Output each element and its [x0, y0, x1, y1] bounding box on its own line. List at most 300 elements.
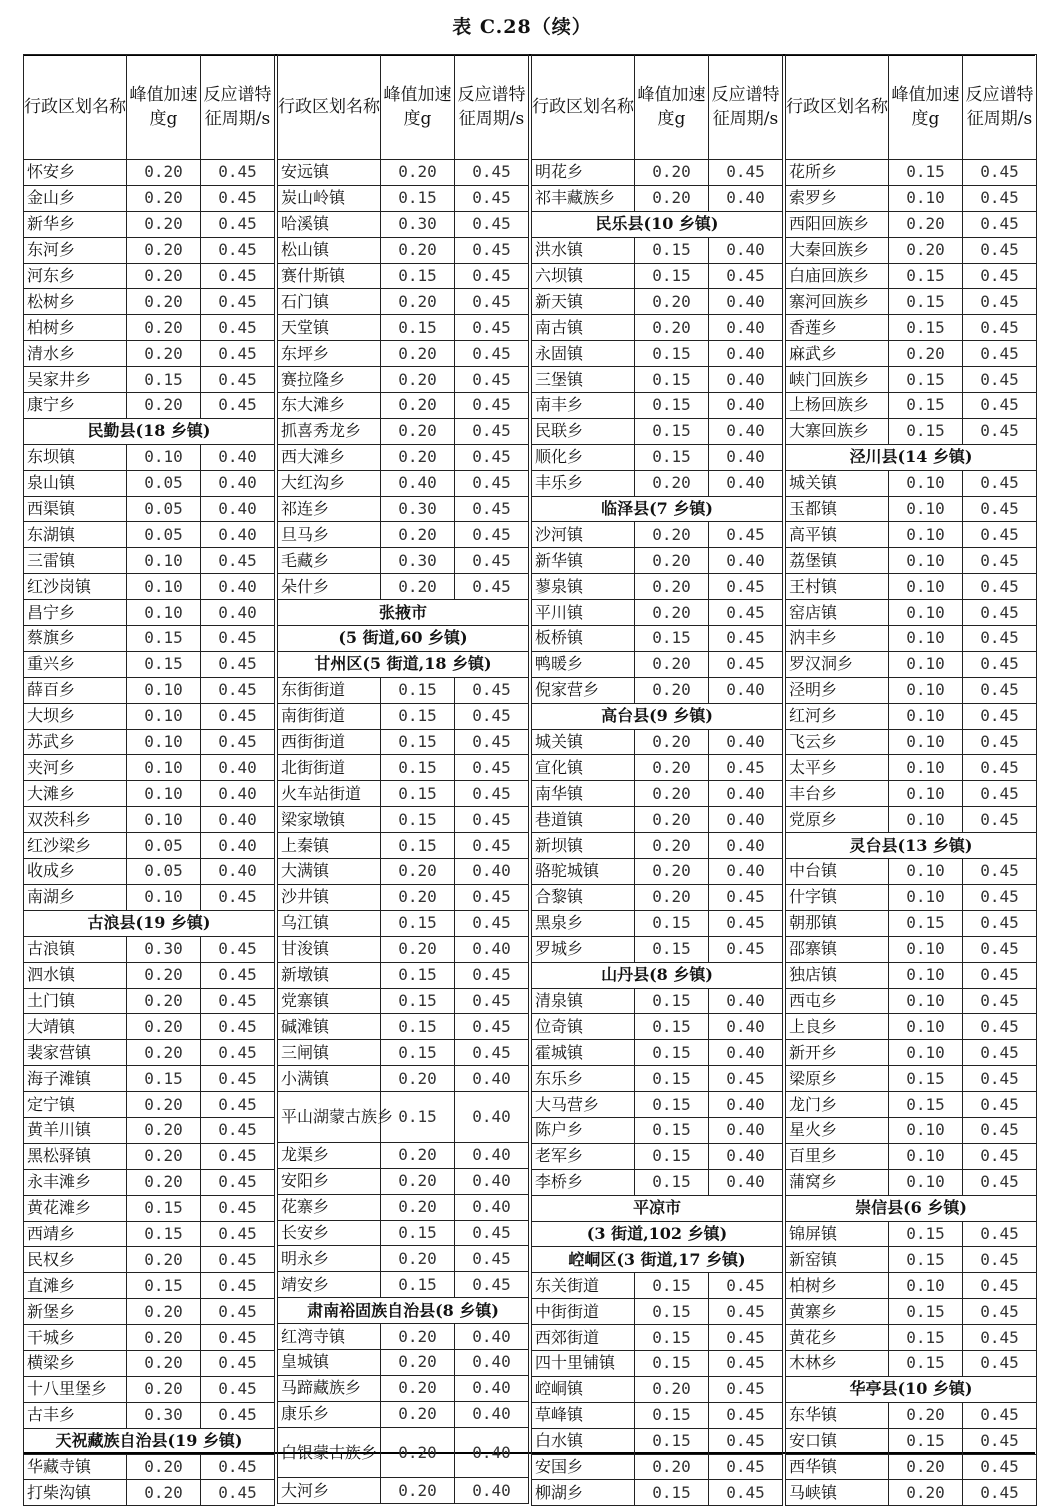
cell-name: 赛什斯镇 — [278, 263, 381, 289]
cell-period: 0.40 — [709, 341, 783, 367]
cell-pga: 0.10 — [127, 574, 201, 600]
table-row — [786, 962, 1037, 988]
cell-period: 0.45 — [455, 1220, 529, 1246]
cell-name: 顺化乡 — [532, 444, 635, 470]
cell-pga: 0.10 — [127, 703, 201, 729]
header-period: 反应谱特征周期/s — [201, 55, 275, 160]
table-row — [278, 1272, 529, 1298]
cell-name: 松树乡 — [24, 289, 127, 315]
cell-period: 0.45 — [455, 884, 529, 910]
cell-period: 0.45 — [201, 341, 275, 367]
cell-name: 新华镇 — [532, 548, 635, 574]
table-row — [24, 1066, 275, 1092]
cell-period: 0.45 — [963, 936, 1037, 962]
table-row — [532, 393, 783, 419]
header-pga: 峰值加速度g — [635, 55, 709, 160]
cell-period: 0.45 — [963, 1117, 1037, 1143]
cell-pga: 0.10 — [889, 677, 963, 703]
cell-period: 0.40 — [201, 755, 275, 781]
table-row — [278, 988, 529, 1014]
cell-period: 0.45 — [201, 1066, 275, 1092]
cell-name: 石门镇 — [278, 289, 381, 315]
cell-pga: 0.10 — [889, 574, 963, 600]
cell-pga: 0.10 — [127, 755, 201, 781]
cell-period: 0.40 — [201, 781, 275, 807]
cell-pga: 0.10 — [889, 626, 963, 652]
cell-pga: 0.20 — [381, 1142, 455, 1168]
cell-period: 0.40 — [709, 237, 783, 263]
cell-name: 重兴乡 — [24, 651, 127, 677]
table-row — [278, 962, 529, 988]
cell-pga: 0.20 — [635, 729, 709, 755]
table-row — [532, 1325, 783, 1351]
cell-period: 0.40 — [201, 600, 275, 626]
cell-pga: 0.10 — [889, 1169, 963, 1195]
header-period: 反应谱特征周期/s — [963, 55, 1037, 160]
cell-period: 0.45 — [963, 470, 1037, 496]
table-row — [278, 1349, 529, 1375]
cell-pga: 0.20 — [127, 988, 201, 1014]
cell-period: 0.45 — [201, 962, 275, 988]
cell-name: 李桥乡 — [532, 1169, 635, 1195]
table-row — [786, 1040, 1037, 1066]
table-row — [24, 626, 275, 652]
table-row — [278, 1324, 529, 1350]
cell-pga: 0.20 — [381, 1246, 455, 1272]
cell-name: 丰台乡 — [786, 781, 889, 807]
cell-pga: 0.10 — [889, 884, 963, 910]
table-row — [532, 677, 783, 703]
cell-name: 锦屏镇 — [786, 1221, 889, 1247]
cell-name: 黄花乡 — [786, 1325, 889, 1351]
table-row — [532, 315, 783, 341]
cell-pga: 0.15 — [889, 315, 963, 341]
cell-pga: 0.20 — [381, 418, 455, 444]
cell-period: 0.40 — [201, 833, 275, 859]
table-row — [532, 1299, 783, 1325]
table-row — [532, 1480, 783, 1506]
table-row — [24, 1480, 275, 1506]
table-row — [532, 367, 783, 393]
table-row — [532, 341, 783, 367]
table-row — [278, 703, 529, 729]
cell-pga: 0.15 — [381, 988, 455, 1014]
cell-name: 白水镇 — [532, 1428, 635, 1454]
section-row — [532, 1195, 783, 1221]
table-row — [24, 496, 275, 522]
cell-name: 大马营乡 — [532, 1092, 635, 1118]
cell-name: 康乐乡 — [278, 1401, 381, 1427]
table-row — [24, 289, 275, 315]
cell-pga: 0.15 — [635, 393, 709, 419]
table-row — [532, 1066, 783, 1092]
cell-pga: 0.15 — [889, 1299, 963, 1325]
cell-pga: 0.20 — [127, 1480, 201, 1506]
cell-period: 0.40 — [709, 781, 783, 807]
table-row — [278, 548, 529, 574]
cell-name: 东河乡 — [24, 237, 127, 263]
header-period: 反应谱特征周期/s — [709, 55, 783, 160]
section-heading: 平凉市 — [532, 1195, 783, 1221]
cell-pga: 0.20 — [127, 1143, 201, 1169]
cell-pga: 0.15 — [635, 367, 709, 393]
table-row — [532, 1117, 783, 1143]
cell-pga: 0.15 — [635, 341, 709, 367]
cell-period: 0.45 — [455, 755, 529, 781]
table-row — [786, 1350, 1037, 1376]
cell-pga: 0.15 — [635, 1014, 709, 1040]
cell-period: 0.45 — [963, 237, 1037, 263]
cell-pga: 0.20 — [635, 755, 709, 781]
cell-name: 城关镇 — [786, 470, 889, 496]
cell-name: 明花乡 — [532, 160, 635, 186]
cell-pga: 0.30 — [127, 1402, 201, 1428]
cell-period: 0.45 — [201, 289, 275, 315]
cell-name: 百里乡 — [786, 1143, 889, 1169]
cell-period: 0.45 — [455, 341, 529, 367]
cell-pga: 0.20 — [127, 393, 201, 419]
cell-name: 白庙回族乡 — [786, 263, 889, 289]
cell-name: 泉山镇 — [24, 470, 127, 496]
cell-name: 平川镇 — [532, 600, 635, 626]
cell-pga: 0.30 — [381, 496, 455, 522]
table-row — [532, 237, 783, 263]
cell-pga: 0.15 — [635, 263, 709, 289]
table-row — [786, 626, 1037, 652]
cell-name: 皇城镇 — [278, 1349, 381, 1375]
table-row — [24, 729, 275, 755]
cell-period: 0.45 — [709, 1350, 783, 1376]
cell-period: 0.45 — [201, 548, 275, 574]
table-row — [278, 1194, 529, 1220]
cell-period: 0.45 — [201, 677, 275, 703]
cell-pga: 0.05 — [127, 833, 201, 859]
cell-name: 上秦镇 — [278, 833, 381, 859]
cell-name: 大秦回族乡 — [786, 237, 889, 263]
cell-period: 0.40 — [709, 988, 783, 1014]
table-row — [278, 1092, 529, 1143]
cell-pga: 0.20 — [635, 807, 709, 833]
cell-name: 新天镇 — [532, 289, 635, 315]
table-row — [786, 367, 1037, 393]
cell-period: 0.45 — [963, 859, 1037, 885]
cell-period: 0.45 — [963, 341, 1037, 367]
cell-name: 新华乡 — [24, 211, 127, 237]
cell-period: 0.45 — [455, 910, 529, 936]
table-row — [278, 211, 529, 237]
cell-name: 柏树乡 — [786, 1273, 889, 1299]
cell-pga: 0.15 — [635, 237, 709, 263]
cell-pga: 0.15 — [635, 1169, 709, 1195]
cell-pga: 0.10 — [889, 988, 963, 1014]
cell-period: 0.45 — [963, 651, 1037, 677]
cell-pga: 0.15 — [381, 833, 455, 859]
cell-pga: 0.20 — [381, 393, 455, 419]
cell-name: 合黎镇 — [532, 884, 635, 910]
table-row — [532, 1454, 783, 1480]
cell-period: 0.40 — [709, 1117, 783, 1143]
cell-period: 0.45 — [455, 833, 529, 859]
table-row — [278, 807, 529, 833]
cell-pga: 0.10 — [127, 781, 201, 807]
cell-pga: 0.10 — [889, 1117, 963, 1143]
cell-name: 王村镇 — [786, 574, 889, 600]
table-row — [532, 807, 783, 833]
cell-name: 东湖镇 — [24, 522, 127, 548]
cell-period: 0.45 — [963, 289, 1037, 315]
table-title: 表 C.28（续） — [452, 16, 592, 38]
table-row — [278, 1142, 529, 1168]
cell-name: 安国乡 — [532, 1454, 635, 1480]
table-row — [24, 315, 275, 341]
table-row — [786, 807, 1037, 833]
table-row — [532, 988, 783, 1014]
cell-period: 0.45 — [963, 393, 1037, 419]
cell-pga: 0.15 — [127, 651, 201, 677]
cell-name: 沙河镇 — [532, 522, 635, 548]
table-row — [24, 1402, 275, 1428]
cell-pga: 0.10 — [889, 729, 963, 755]
cell-name: 邵寨镇 — [786, 936, 889, 962]
cell-name: 崆峒镇 — [532, 1376, 635, 1402]
cell-name: 赛拉隆乡 — [278, 367, 381, 393]
cell-pga: 0.20 — [127, 341, 201, 367]
cell-period: 0.45 — [455, 393, 529, 419]
cell-period: 0.40 — [709, 548, 783, 574]
cell-period: 0.45 — [963, 1092, 1037, 1118]
section-row — [532, 703, 783, 729]
cell-period: 0.45 — [963, 677, 1037, 703]
cell-pga: 0.10 — [889, 703, 963, 729]
cell-name: 西渠镇 — [24, 496, 127, 522]
cell-period: 0.45 — [963, 522, 1037, 548]
cell-period: 0.45 — [201, 1040, 275, 1066]
table-row — [278, 910, 529, 936]
cell-name: 十八里堡乡 — [24, 1376, 127, 1402]
cell-name: 安阳乡 — [278, 1168, 381, 1194]
table-row — [786, 936, 1037, 962]
cell-name: 中台镇 — [786, 859, 889, 885]
section-row — [532, 962, 783, 988]
cell-name: 东乐乡 — [532, 1066, 635, 1092]
table-column-1 — [23, 54, 275, 1506]
cell-name: 泗水镇 — [24, 962, 127, 988]
cell-pga: 0.20 — [381, 522, 455, 548]
cell-pga: 0.15 — [381, 807, 455, 833]
cell-pga: 0.20 — [635, 548, 709, 574]
table-row — [24, 807, 275, 833]
table-row — [24, 1092, 275, 1118]
cell-name: 梁原乡 — [786, 1066, 889, 1092]
table-row — [278, 341, 529, 367]
section-heading: (5 街道,60 乡镇) — [278, 626, 529, 652]
cell-pga: 0.20 — [127, 185, 201, 211]
cell-name: 火车站街道 — [278, 781, 381, 807]
cell-name: 窑店镇 — [786, 600, 889, 626]
cell-name: 蓼泉镇 — [532, 574, 635, 600]
cell-name: 荔堡镇 — [786, 548, 889, 574]
cell-name: 土门镇 — [24, 988, 127, 1014]
cell-name: 靖安乡 — [278, 1272, 381, 1298]
cell-name: 罗汉洞乡 — [786, 651, 889, 677]
cell-period: 0.40 — [709, 367, 783, 393]
table-row — [532, 548, 783, 574]
table-row — [532, 936, 783, 962]
cell-pga: 0.15 — [635, 418, 709, 444]
cell-name: 洪水镇 — [532, 237, 635, 263]
cell-period: 0.45 — [455, 1040, 529, 1066]
cell-period: 0.45 — [963, 910, 1037, 936]
cell-period: 0.45 — [709, 1402, 783, 1428]
cell-pga: 0.20 — [127, 962, 201, 988]
table-row — [786, 859, 1037, 885]
cell-period: 0.45 — [963, 263, 1037, 289]
table-row — [532, 185, 783, 211]
cell-period: 0.45 — [963, 703, 1037, 729]
cell-name: 东坝镇 — [24, 444, 127, 470]
cell-period: 0.45 — [201, 884, 275, 910]
cell-period: 0.45 — [963, 884, 1037, 910]
cell-name: 大河乡 — [278, 1478, 381, 1504]
cell-period: 0.45 — [201, 1376, 275, 1402]
cell-name: 黄寨乡 — [786, 1299, 889, 1325]
table-row — [24, 1040, 275, 1066]
section-row — [24, 1428, 275, 1454]
cell-pga: 0.10 — [889, 859, 963, 885]
section-heading: (3 街道,102 乡镇) — [532, 1221, 783, 1247]
section-row — [24, 910, 275, 936]
cell-name: 峡门回族乡 — [786, 367, 889, 393]
cell-name: 骆驼城镇 — [532, 859, 635, 885]
cell-pga: 0.15 — [889, 393, 963, 419]
cell-pga: 0.20 — [889, 237, 963, 263]
cell-pga: 0.15 — [635, 1092, 709, 1118]
table-row — [532, 1092, 783, 1118]
cell-pga: 0.10 — [127, 884, 201, 910]
table-row — [786, 315, 1037, 341]
section-row — [278, 651, 529, 677]
cell-period: 0.45 — [963, 1014, 1037, 1040]
cell-period: 0.40 — [455, 1375, 529, 1401]
cell-period: 0.45 — [455, 988, 529, 1014]
table-row — [278, 289, 529, 315]
section-heading: 民勤县(18 乡镇) — [24, 418, 275, 444]
table-row — [278, 393, 529, 419]
cell-name: 祁丰藏族乡 — [532, 185, 635, 211]
cell-name: 柳湖乡 — [532, 1480, 635, 1506]
cell-name: 南丰乡 — [532, 393, 635, 419]
cell-period: 0.45 — [201, 729, 275, 755]
cell-name: 新堡乡 — [24, 1299, 127, 1325]
cell-period: 0.45 — [709, 884, 783, 910]
cell-pga: 0.20 — [381, 1401, 455, 1427]
cell-name: 马峡镇 — [786, 1480, 889, 1506]
cell-name: 河东乡 — [24, 263, 127, 289]
section-row — [24, 418, 275, 444]
cell-period: 0.45 — [455, 807, 529, 833]
cell-period: 0.40 — [455, 1092, 529, 1143]
cell-pga: 0.10 — [889, 651, 963, 677]
cell-period: 0.45 — [709, 1480, 783, 1506]
cell-period: 0.45 — [201, 1143, 275, 1169]
table-row — [24, 1221, 275, 1247]
cell-name: 红沙梁乡 — [24, 833, 127, 859]
cell-pga: 0.20 — [127, 160, 201, 186]
cell-period: 0.45 — [201, 160, 275, 186]
cell-pga: 0.15 — [381, 729, 455, 755]
table-row — [786, 781, 1037, 807]
section-heading: 崇信县(6 乡镇) — [786, 1195, 1037, 1221]
cell-period: 0.45 — [963, 1066, 1037, 1092]
table-row — [532, 833, 783, 859]
table-row — [532, 1402, 783, 1428]
table-row — [786, 393, 1037, 419]
cell-pga: 0.20 — [127, 1454, 201, 1480]
cell-period: 0.45 — [201, 1273, 275, 1299]
header-pga: 峰值加速度g — [127, 55, 201, 160]
section-heading: 华亭县(10 乡镇) — [786, 1376, 1037, 1402]
section-heading: 张掖市 — [278, 600, 529, 626]
cell-period: 0.45 — [709, 626, 783, 652]
table-row — [532, 470, 783, 496]
cell-name: 西华镇 — [786, 1454, 889, 1480]
cell-pga: 0.20 — [127, 1350, 201, 1376]
cell-name: 玉都镇 — [786, 496, 889, 522]
cell-name: 天堂镇 — [278, 315, 381, 341]
cell-pga: 0.20 — [127, 237, 201, 263]
cell-period: 0.45 — [201, 1454, 275, 1480]
cell-name: 长安乡 — [278, 1220, 381, 1246]
cell-pga: 0.20 — [635, 1376, 709, 1402]
cell-period: 0.40 — [455, 1478, 529, 1504]
cell-pga: 0.15 — [635, 1350, 709, 1376]
cell-pga: 0.20 — [381, 1194, 455, 1220]
table-row — [24, 1195, 275, 1221]
table-row — [278, 1375, 529, 1401]
cell-period: 0.40 — [455, 1401, 529, 1427]
cell-period: 0.45 — [963, 755, 1037, 781]
cell-name: 清泉镇 — [532, 988, 635, 1014]
cell-period: 0.45 — [455, 289, 529, 315]
cell-name: 花寨乡 — [278, 1194, 381, 1220]
cell-pga: 0.20 — [381, 1427, 455, 1478]
cell-pga: 0.15 — [381, 703, 455, 729]
cell-pga: 0.15 — [381, 1220, 455, 1246]
table-row — [532, 574, 783, 600]
cell-pga: 0.15 — [889, 289, 963, 315]
table-row — [278, 1478, 529, 1504]
cell-pga: 0.10 — [889, 548, 963, 574]
cell-pga: 0.20 — [127, 1040, 201, 1066]
table-row — [278, 367, 529, 393]
cell-name: 花所乡 — [786, 160, 889, 186]
cell-name: 巷道镇 — [532, 807, 635, 833]
table-row — [24, 1014, 275, 1040]
table-row — [786, 755, 1037, 781]
table-row — [278, 263, 529, 289]
table-row — [786, 289, 1037, 315]
cell-period: 0.40 — [201, 807, 275, 833]
cell-pga: 0.10 — [889, 1014, 963, 1040]
cell-name: 新坝镇 — [532, 833, 635, 859]
cell-pga: 0.40 — [381, 470, 455, 496]
cell-pga: 0.15 — [381, 185, 455, 211]
cell-period: 0.40 — [455, 1194, 529, 1220]
cell-period: 0.45 — [709, 522, 783, 548]
cell-name: 平山湖蒙古族乡 — [278, 1092, 381, 1143]
table-row — [532, 160, 783, 186]
header-name: 行政区划名称 — [532, 55, 635, 160]
